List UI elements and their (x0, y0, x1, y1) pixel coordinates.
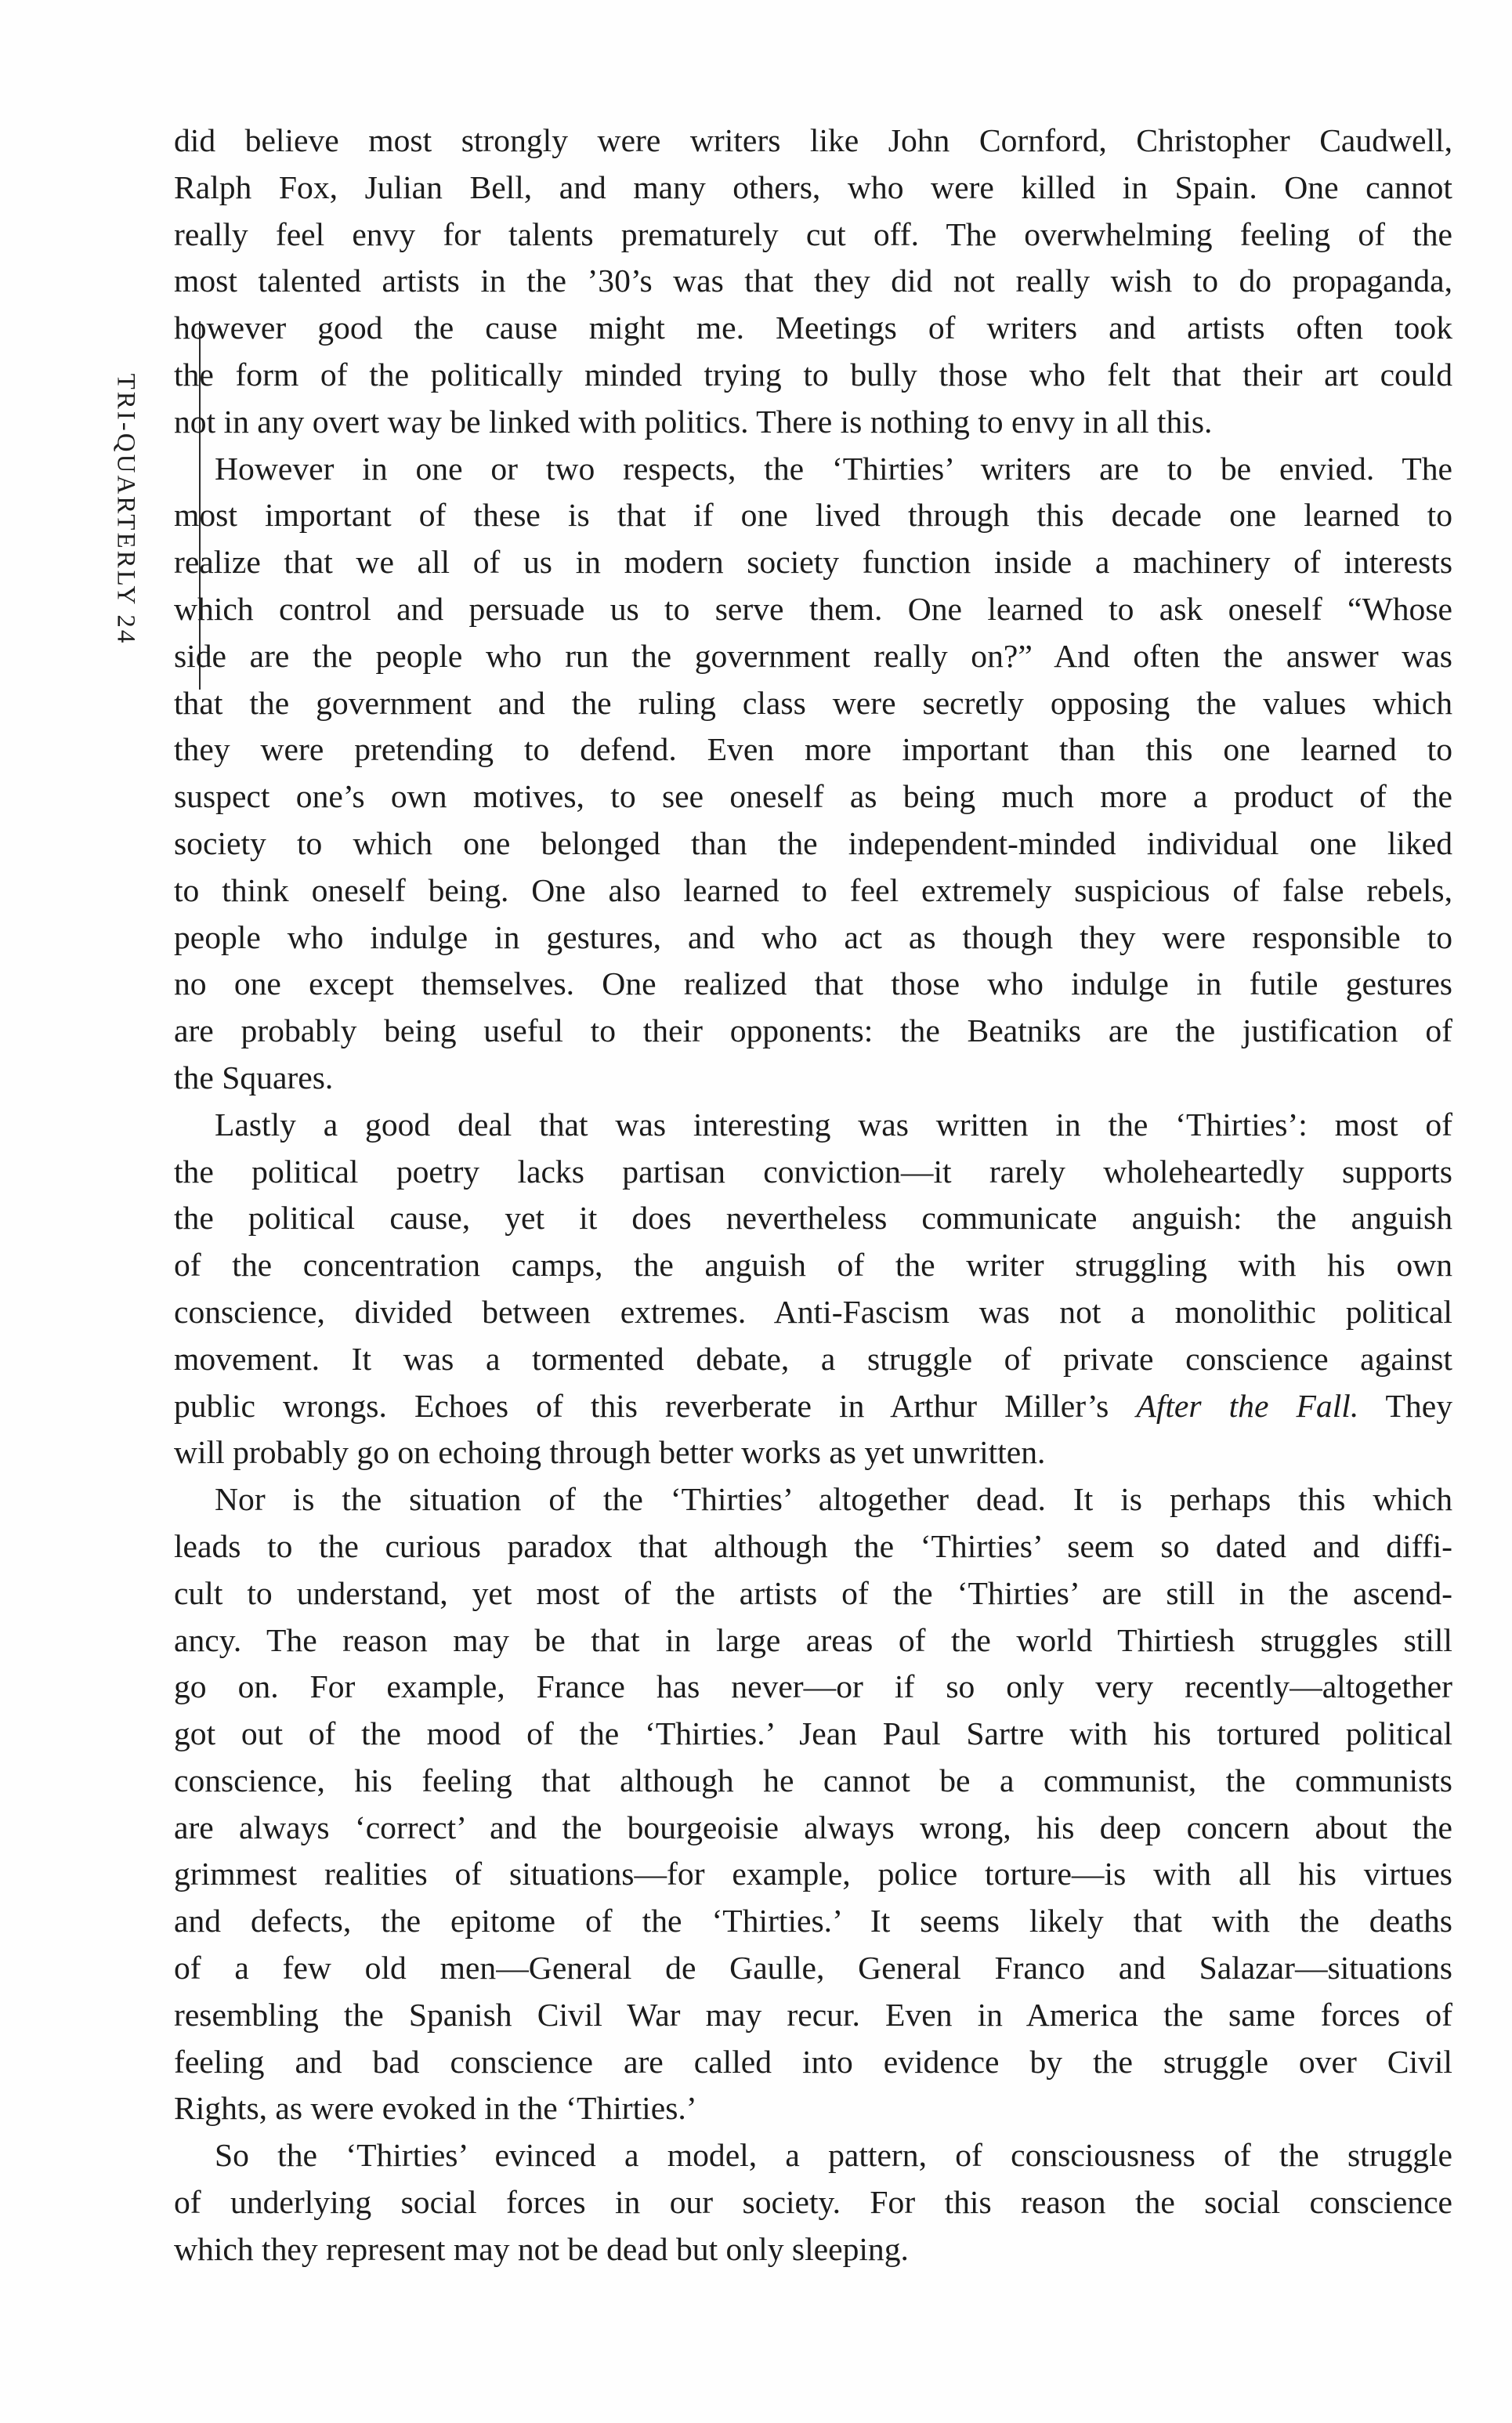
text-line: are probably being useful to their opponents: the Beatniks are the justification of (174, 1012, 1452, 1049)
text-line: However in one or two respects, the ‘Thirties’ writers are to be envied. The (215, 450, 1452, 487)
text-line: not in any overt way be linked with politics. There is nothing to envy in all this. (174, 403, 1213, 440)
text-line: the form of the politically minded trying to bully those who felt that their art could (174, 356, 1452, 393)
text-run: public wrongs. Echoes of this reverberate in Arthur Miller’s (174, 1387, 1137, 1424)
text-line: they were pretending to defend. Even more important than this one learned to (174, 731, 1452, 768)
text-line: will probably go on echoing through better works as yet unwritten. (174, 1434, 1046, 1471)
text-line: of underlying social forces in our society. For this reason the social conscience (174, 2184, 1452, 2221)
text-line: cult to understand, yet most of the artists of the ‘Thirties’ are still in the ascend- (174, 1574, 1452, 1611)
text-line: resembling the Spanish Civil War may recur. Even in America the same forces of (174, 1996, 1452, 2033)
text-line: ancy. The reason may be that in large areas of the world Thirtiesh struggles still (174, 1621, 1452, 1658)
text-line: and defects, the epitome of the ‘Thirties.’ It seems likely that with the deaths (174, 1903, 1452, 1939)
text-line: people who indulge in gestures, and who act as though they were responsible to (174, 918, 1452, 955)
text-line: side are the people who run the government really on?” And often the answer was (174, 637, 1452, 674)
text-line: Lastly a good deal that was interesting was written in the ‘Thirties’: most of (215, 1106, 1452, 1143)
text-line: Rights, as were evoked in the ‘Thirties.’ (174, 2090, 697, 2127)
text-line: to think oneself being. One also learned to feel extremely suspicious of false rebels, (174, 871, 1452, 908)
text-line: most talented artists in the ’30’s was that they did not really wish to do propaganda, (174, 263, 1452, 299)
text-line: the Squares. (174, 1059, 334, 1096)
text-line-with-title (174, 1383, 1452, 1430)
text-line: realize that we all of us in modern society function inside a machinery of interests (174, 544, 1452, 581)
text-line: conscience, his feeling that although he cannot be a communist, the communists (174, 1762, 1452, 1798)
text-line: feeling and bad conscience are called into evidence by the struggle over Civil (174, 2043, 1452, 2080)
text-line: So the ‘Thirties’ evinced a model, a pattern, of consciousness of the struggle (215, 2137, 1452, 2174)
text-line: did believe most strongly were writers like John Cornford, Christopher Caudwell, (174, 122, 1452, 158)
text-line: got out of the mood of the ‘Thirties.’ Jean Paul Sartre with his tortured political (174, 1715, 1452, 1752)
text-line: society to which one belonged than the independent-minded individual one liked (174, 824, 1452, 861)
text-line: are always ‘correct’ and the bourgeoisie always wrong, his deep concern about the (174, 1809, 1452, 1845)
text-line: Ralph Fox, Julian Bell, and many others, who were killed in Spain. One cannot (174, 168, 1452, 205)
text-line: leads to the curious paradox that although the ‘Thirties’ seem so dated and diffi- (174, 1527, 1452, 1564)
text-line: conscience, divided between extremes. Anti-Fascism was not a monolithic political (174, 1293, 1452, 1330)
text-line: which they represent may not be dead but only sleeping. (174, 2230, 909, 2267)
text-line: which control and persuade us to serve them. One learned to ask oneself “Whose (174, 590, 1452, 627)
text-run: They (1358, 1387, 1452, 1424)
body-text (174, 118, 1452, 2273)
text-line: no one except themselves. One realized that those who indulge in futile gestures (174, 965, 1452, 1002)
text-line: most important of these is that if one lived through this decade one learned to (174, 497, 1452, 534)
text-line: of a few old men—General de Gaulle, General Franco and Salazar—situations (174, 1950, 1452, 1987)
text-line: however good the cause might me. Meetings of writers and artists often took (174, 310, 1452, 346)
text-line: grimmest realities of situations—for example, police torture—is with all his virtues (174, 1856, 1452, 1892)
text-line: really feel envy for talents prematurely cut off. The overwhelming feeling of the (174, 215, 1452, 252)
text-line: the political cause, yet it does nevertheless communicate anguish: the anguish (174, 1200, 1452, 1237)
text-line: of the concentration camps, the anguish of the writer struggling with his own (174, 1247, 1452, 1284)
text-line: Nor is the situation of the ‘Thirties’ altogether dead. It is perhaps this which (215, 1481, 1452, 1518)
text-line: suspect one’s own motives, to see oneself as being much more a product of the (174, 778, 1452, 815)
text-line: the political poetry lacks partisan conviction—it rarely wholeheartedly supports (174, 1153, 1452, 1190)
text-line: go on. For example, France has never—or if so only very recently—altogether (174, 1668, 1452, 1705)
book-title: After the Fall. (1136, 1387, 1359, 1424)
text-line: movement. It was a tormented debate, a struggle of private conscience against (174, 1340, 1452, 1377)
running-head (78, 329, 172, 690)
running-head-text: TRI-QUARTERLY 24 (111, 373, 140, 646)
text-line: that the government and the ruling class were secretly opposing the values which (174, 684, 1452, 721)
